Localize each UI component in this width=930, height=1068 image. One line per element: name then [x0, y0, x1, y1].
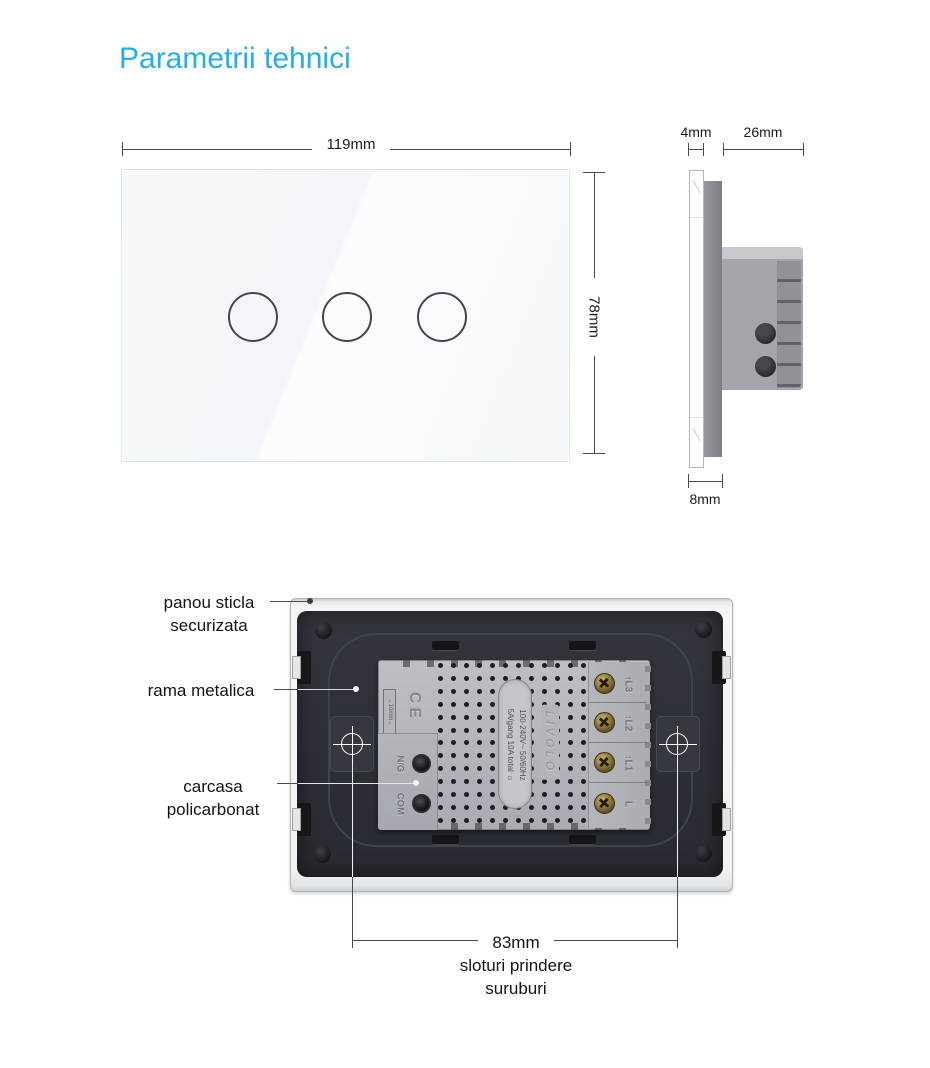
terminal-screw [594, 673, 615, 694]
vent-hole [451, 702, 456, 707]
height-dimension: 78mm [585, 296, 603, 338]
crosshair-left [341, 733, 363, 755]
vent-hole [451, 818, 456, 823]
vent-hole [581, 663, 586, 668]
vent-hole [516, 663, 521, 668]
vent-hole [568, 689, 573, 694]
frame-side [704, 181, 722, 457]
mounting-clip [292, 808, 301, 831]
terminal-hole [755, 323, 776, 344]
leader-line-case [277, 783, 298, 784]
vent-hole [490, 689, 495, 694]
leader-line-frame-light [298, 689, 354, 690]
mounting-clip [722, 656, 731, 679]
label-case [138, 775, 288, 821]
vent-hole [568, 792, 573, 797]
vent-hole [464, 818, 469, 823]
dim-line [723, 149, 804, 150]
dim-line [688, 481, 723, 482]
vent-hole [568, 728, 573, 733]
dim-line [554, 940, 678, 941]
vent-hole [581, 728, 586, 733]
screw-slots-caption-line1: sloturi prindere [459, 956, 573, 975]
glass-thickness-dimension: 4mm [680, 124, 712, 140]
vent-hole [490, 702, 495, 707]
vent-hole [568, 805, 573, 810]
vent-hole [464, 805, 469, 810]
terminal-separator [589, 742, 647, 743]
label-glass-line2: securizata [170, 616, 248, 635]
vent-hole [451, 728, 456, 733]
vent-hole [477, 792, 482, 797]
vent-hole [490, 728, 495, 733]
terminal-screw [594, 793, 615, 814]
vent-hole [581, 715, 586, 720]
leader-line-frame [274, 689, 298, 690]
terminal-screw [594, 752, 615, 773]
vent-hole [490, 818, 495, 823]
module-depth-dimension: 26mm [743, 124, 783, 140]
corner-screw-hole [314, 846, 331, 863]
extension-line [352, 877, 353, 948]
vent-hole [490, 676, 495, 681]
extension-line [677, 877, 678, 948]
frame-slot [569, 641, 596, 650]
ratings-line1: 100-240V~ 50/60Hz [518, 709, 527, 781]
vent-hole [568, 818, 573, 823]
label-case-line1: carcasa [183, 777, 243, 796]
vent-hole [542, 805, 547, 810]
terminal-label: COM [394, 792, 406, 816]
vent-hole [438, 805, 443, 810]
terminal-screw [594, 712, 615, 733]
ratings-line2: 5A/gang 10A total ☼ [506, 708, 515, 782]
brand-logo: LIVOLO [541, 705, 559, 780]
terminal-separator [589, 702, 647, 703]
frame-slot [569, 835, 596, 844]
crosshair-right [666, 733, 688, 755]
label-glass [134, 591, 284, 637]
screw-slots-caption-line2: suruburi [485, 979, 547, 998]
ratings-text [504, 709, 528, 782]
vent-hole [464, 792, 469, 797]
vent-hole [568, 676, 573, 681]
vent-hole [464, 663, 469, 668]
vent-hole [438, 715, 443, 720]
vent-hole [581, 676, 586, 681]
vent-hole [490, 792, 495, 797]
vent-hole [568, 702, 573, 707]
vent-hole [477, 715, 482, 720]
extension-line [677, 762, 678, 877]
dim-tick [583, 453, 605, 454]
vent-hole [438, 728, 443, 733]
frame-slot [432, 835, 459, 844]
vent-hole [503, 663, 508, 668]
dim-line [352, 940, 478, 941]
vent-hole [568, 663, 573, 668]
frame-thickness-dimension: 8mm [689, 491, 721, 507]
vent-hole [464, 715, 469, 720]
terminal-hole [755, 356, 776, 377]
ratings-label [498, 679, 532, 809]
vent-hole [438, 676, 443, 681]
wire-gauge-label [383, 689, 396, 734]
vent-hole [568, 715, 573, 720]
leader-line-glass [270, 601, 308, 602]
vent-hole [529, 676, 534, 681]
dim-line [594, 356, 595, 453]
corner-screw-hole [695, 621, 712, 638]
vent-hole [464, 728, 469, 733]
vent-hole [516, 818, 521, 823]
label-frame: rama metalica [147, 681, 255, 700]
vent-hole [581, 805, 586, 810]
left-terminal-block [378, 733, 438, 830]
vent-hole [490, 715, 495, 720]
terminal-label: ↑L2 [622, 714, 634, 732]
vent-hole [438, 818, 443, 823]
vent-hole [555, 792, 560, 797]
terminal-label: ↑L1 [622, 754, 634, 772]
glass-reflection [690, 417, 703, 418]
terminal-separator [589, 782, 647, 783]
dim-line [688, 149, 704, 150]
label-case-line2: policarbonat [166, 800, 260, 819]
vent-hole [581, 792, 586, 797]
vent-hole [542, 818, 547, 823]
vent-hole [529, 663, 534, 668]
screw-slots-dimension: 83mm [492, 933, 540, 952]
mounting-clip [722, 808, 731, 831]
vent-hole [451, 676, 456, 681]
vent-hole [581, 689, 586, 694]
leader-line-case-light [298, 783, 413, 784]
vent-hole [477, 689, 482, 694]
vent-hole [438, 663, 443, 668]
mounting-clip [292, 656, 301, 679]
vent-hole [451, 689, 456, 694]
wire-gauge-text: →10mm← [387, 697, 393, 727]
vent-hole [477, 663, 482, 668]
vent-hole [464, 702, 469, 707]
vent-hole [529, 818, 534, 823]
vent-hole [503, 818, 508, 823]
vent-hole [555, 818, 560, 823]
glass-panel-side [689, 170, 704, 468]
vent-hole [542, 689, 547, 694]
terminal-label: ↑L3 [622, 675, 634, 693]
dim-line [594, 172, 595, 278]
terminal-label: L [622, 800, 634, 808]
corner-screw-hole [695, 845, 712, 862]
vent-hole [542, 663, 547, 668]
vent-hole [464, 676, 469, 681]
width-dimension: 119mm [326, 136, 376, 153]
vent-hole [438, 689, 443, 694]
touch-button-circle [322, 292, 372, 342]
vent-hole [477, 818, 482, 823]
vent-hole [477, 676, 482, 681]
module-top-face [722, 247, 803, 259]
vent-hole [451, 792, 456, 797]
vent-hole [581, 818, 586, 823]
dim-line [122, 149, 312, 150]
vent-hole [490, 663, 495, 668]
vent-hole [555, 805, 560, 810]
vent-hole [477, 702, 482, 707]
ce-mark: CE [406, 691, 423, 723]
leader-dot-case [413, 780, 419, 786]
vent-hole [555, 663, 560, 668]
page-title: Parametrii tehnici [119, 42, 351, 75]
vent-hole [438, 702, 443, 707]
vent-hole [542, 676, 547, 681]
terminal-label: N/G [394, 755, 406, 773]
vent-hole [464, 689, 469, 694]
dim-line [390, 149, 571, 150]
corner-screw-hole [315, 622, 332, 639]
vent-hole [451, 663, 456, 668]
vent-hole [542, 792, 547, 797]
touch-button-circle [417, 292, 467, 342]
vent-hole [477, 805, 482, 810]
extension-line [352, 762, 353, 877]
terminal-teeth [645, 666, 651, 824]
module-side [722, 247, 803, 390]
leader-dot-frame [353, 686, 359, 692]
vent-hole [438, 792, 443, 797]
touch-button-circle [228, 292, 278, 342]
vent-hole [555, 676, 560, 681]
vent-hole [477, 728, 482, 733]
leader-dot-glass [307, 598, 313, 604]
vent-hole [490, 805, 495, 810]
vent-hole [555, 689, 560, 694]
terminal-screw [412, 794, 431, 813]
vent-hole [451, 715, 456, 720]
vent-hole [581, 702, 586, 707]
glass-reflection [690, 217, 703, 218]
label-glass-line1: panou sticla [163, 593, 255, 612]
frame-slot [432, 641, 459, 650]
terminal-screw [412, 754, 431, 773]
vent-hole [451, 805, 456, 810]
module-side-slots [777, 261, 801, 388]
vent-hole [529, 805, 534, 810]
